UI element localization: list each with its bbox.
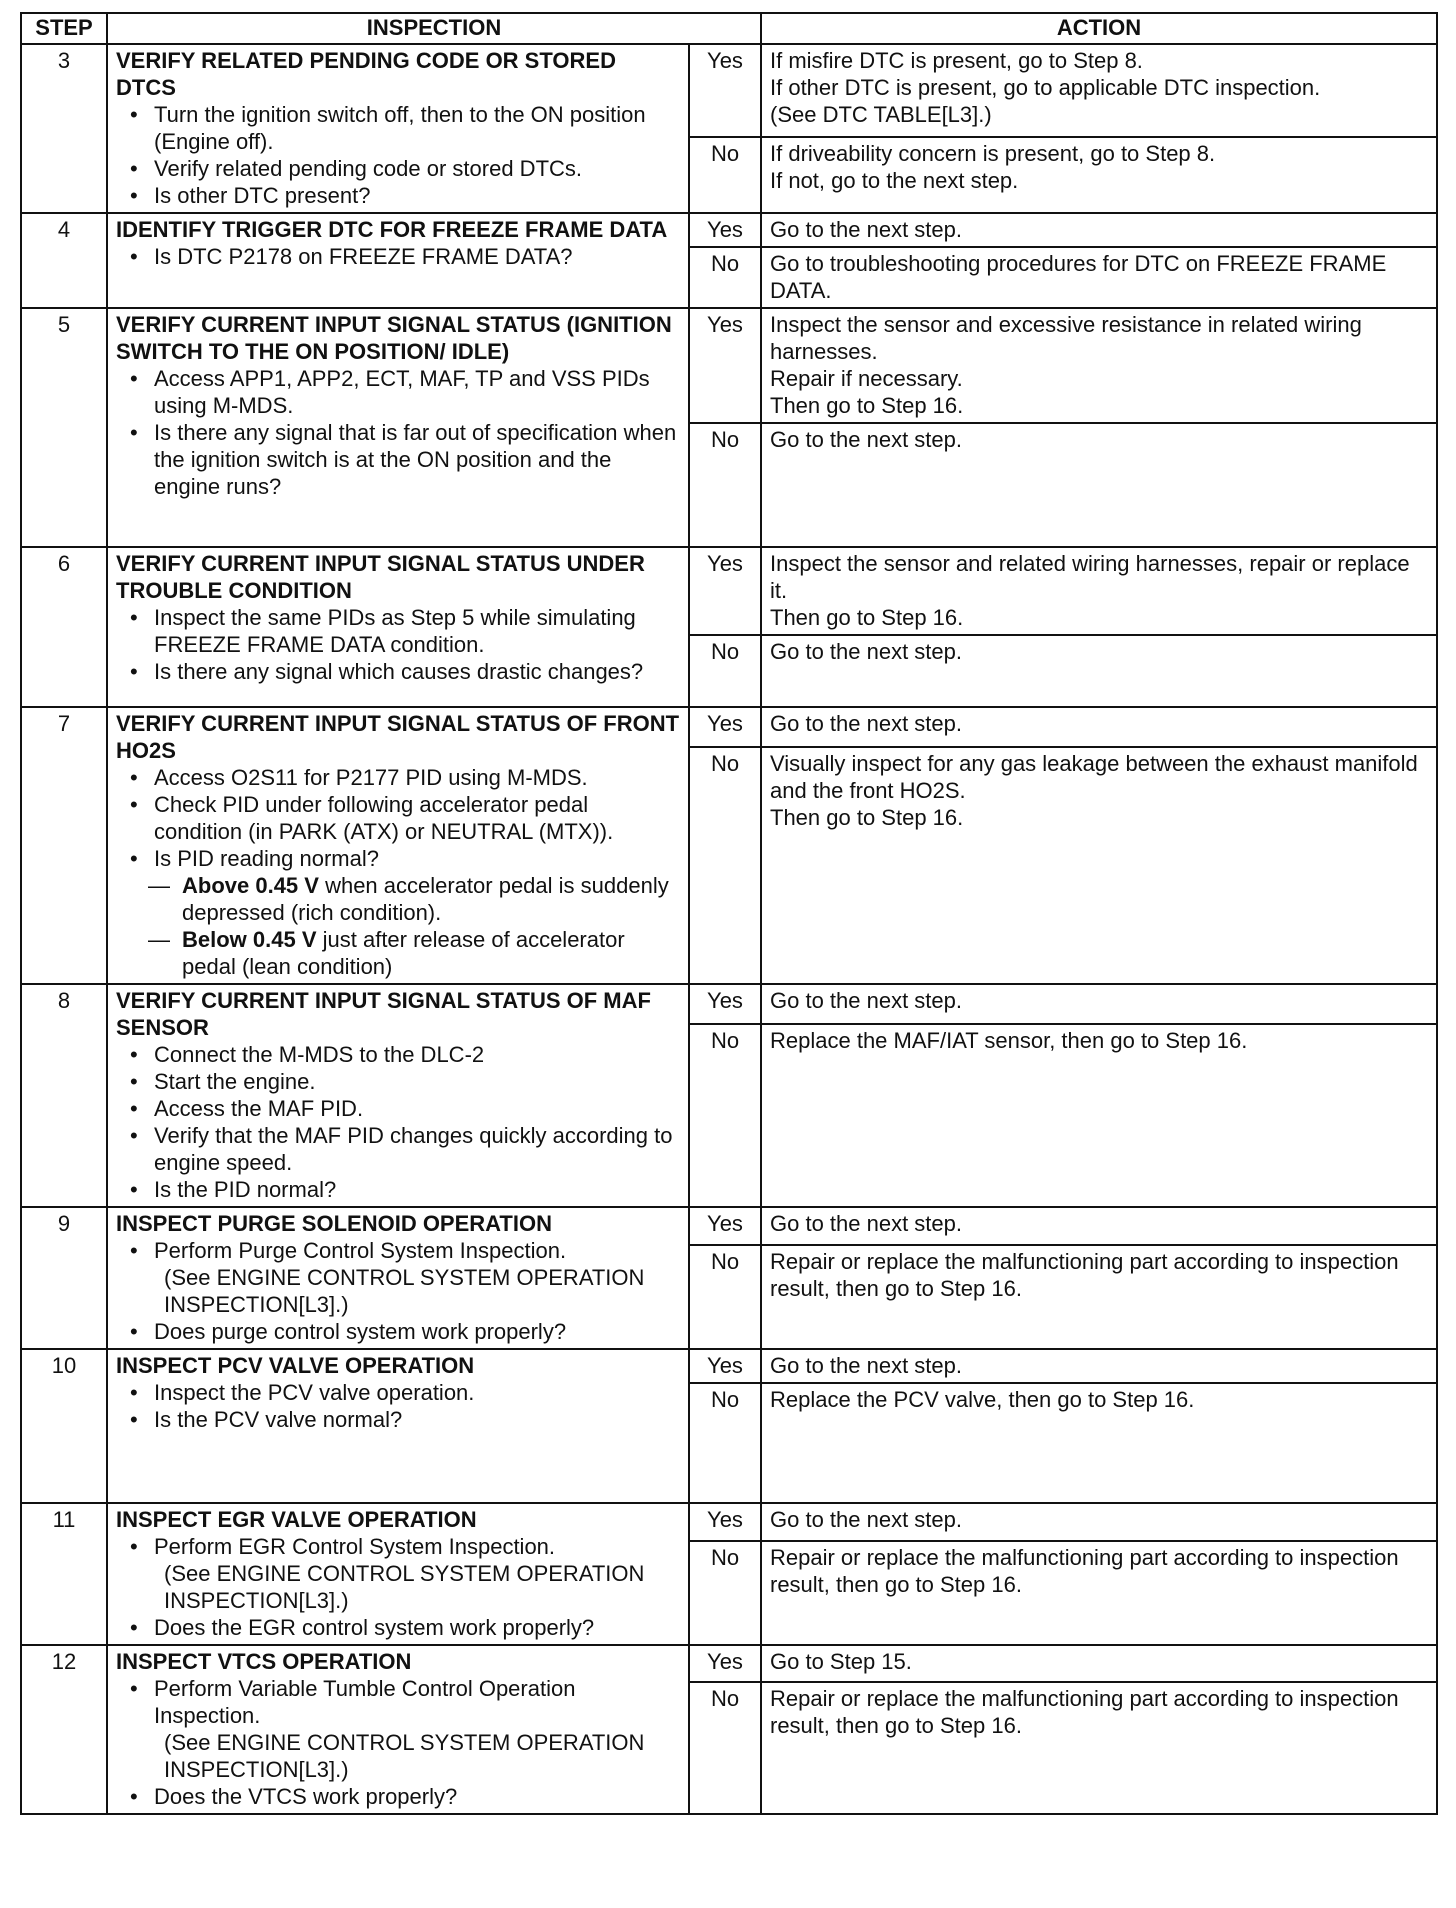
inspection-cell (107, 1645, 689, 1814)
bullet-list (116, 764, 680, 872)
bullet-item: • Verify related pending code or stored DTCs. (116, 155, 680, 182)
no-label: No (689, 1383, 761, 1503)
step-number: 7 (21, 707, 107, 984)
bullet-list (116, 1614, 680, 1641)
step-row (21, 547, 1437, 635)
action-line: Go to the next step. (770, 988, 963, 1013)
inspection-cell (107, 1207, 689, 1349)
step-row (21, 44, 1437, 137)
bullet-item: • Does purge control system work properly? (116, 1318, 680, 1345)
bullet-item: • Turn the ignition switch off, then to the ON position (Engine off). (116, 101, 680, 155)
yes-label: Yes (689, 1207, 761, 1245)
step-row (21, 308, 1437, 423)
bullet-item: • Access the MAF PID. (116, 1095, 680, 1122)
bullet-list (116, 1675, 680, 1729)
no-label: No (689, 1541, 761, 1645)
bullet-list (116, 365, 680, 500)
criteria-text: just after release of accelerator pedal (lean condition) (182, 927, 625, 979)
no-label: No (689, 1024, 761, 1207)
no-action (761, 1383, 1437, 1503)
action-line: Go to the next step. (770, 1507, 963, 1532)
yes-label: Yes (689, 308, 761, 423)
yes-label: Yes (689, 707, 761, 747)
step-number: 4 (21, 213, 107, 308)
bullet-item: • Is PID reading normal? (116, 845, 680, 872)
see-reference: (See ENGINE CONTROL SYSTEM OPERATION INSPECTION[L3].) (164, 1730, 645, 1782)
bullet-item: • Verify that the MAF PID changes quickly according to engine speed. (116, 1122, 680, 1176)
bullet-item: • Check PID under following accelerator pedal condition (in PARK (ATX) or NEUTRAL (MTX)). (116, 791, 680, 845)
no-label: No (689, 247, 761, 308)
bullet-item: • Access APP1, APP2, ECT, MAF, TP and VSS PIDs using M-MDS. (116, 365, 680, 419)
bullet-list (116, 1783, 680, 1810)
step-number: 6 (21, 547, 107, 707)
header-action: ACTION (761, 13, 1437, 44)
bullet-item: • Perform EGR Control System Inspection. (116, 1533, 680, 1560)
no-label: No (689, 137, 761, 213)
bullet-item: • Is the PID normal? (116, 1176, 680, 1203)
no-action (761, 247, 1437, 308)
yes-action (761, 547, 1437, 635)
bullet-item: • Is there any signal that is far out of specification when the ignition switch is at the ON position and the engine runs? (116, 419, 680, 500)
inspection-cell (107, 1349, 689, 1503)
inspection-cell (107, 707, 689, 984)
action-line: Replace the MAF/IAT sensor, then go to Step 16. (770, 1028, 1248, 1054)
step-row (21, 213, 1437, 247)
bullet-item: • Inspect the PCV valve operation. (116, 1379, 680, 1406)
step-number: 5 (21, 308, 107, 547)
no-action (761, 137, 1437, 213)
yes-label: Yes (689, 984, 761, 1024)
step-row (21, 1645, 1437, 1682)
action-line: Go to the next step. (770, 217, 963, 242)
inspection-title: VERIFY CURRENT INPUT SIGNAL STATUS (IGNITION SWITCH TO THE ON POSITION/ IDLE) (116, 312, 672, 364)
inspection-title: INSPECT EGR VALVE OPERATION (116, 1507, 477, 1532)
action-line: Repair or replace the malfunctioning part according to inspection result, then go to Step 16. (770, 1544, 1399, 1597)
yes-label: Yes (689, 44, 761, 137)
bullet-item: • Does the VTCS work properly? (116, 1783, 680, 1810)
inspection-cell (107, 44, 689, 213)
bullet-item: • Is the PCV valve normal? (116, 1406, 680, 1433)
yes-label: Yes (689, 547, 761, 635)
no-action (761, 1682, 1437, 1814)
no-action (761, 423, 1437, 547)
table-header-row (21, 13, 1437, 44)
header-step: STEP (21, 13, 107, 44)
action-line: Go to the next step. (770, 1353, 963, 1378)
bullet-item: • Inspect the same PIDs as Step 5 while simulating FREEZE FRAME DATA condition. (116, 604, 680, 658)
see-reference: (See ENGINE CONTROL SYSTEM OPERATION INSPECTION[L3].) (164, 1561, 645, 1613)
bullet-item: • Access O2S11 for P2177 PID using M-MDS. (116, 764, 680, 791)
action-line: Go to troubleshooting procedures for DTC on FREEZE FRAME DATA. (770, 251, 1387, 303)
step-number: 3 (21, 44, 107, 213)
action-line: Go to the next step. (770, 427, 963, 452)
action-line: If driveability concern is present, go to Step 8. (770, 140, 1216, 166)
bullet-list (116, 243, 680, 270)
diagnostic-table (20, 12, 1438, 1815)
action-line: Go to Step 15. (770, 1649, 912, 1674)
action-line: Repair or replace the malfunctioning part according to inspection result, then go to Step 16. (770, 1248, 1399, 1301)
no-label: No (689, 635, 761, 707)
yes-action (761, 1349, 1437, 1383)
yes-action (761, 1503, 1437, 1541)
inspection-title: VERIFY CURRENT INPUT SIGNAL STATUS OF FRONT HO2S (116, 711, 680, 763)
step-number: 9 (21, 1207, 107, 1349)
action-line: If misfire DTC is present, go to Step 8. (770, 48, 1143, 73)
bullet-item: • Does the EGR control system work properly? (116, 1614, 680, 1641)
inspection-title: VERIFY RELATED PENDING CODE OR STORED DTCS (116, 48, 616, 100)
action-line: Inspect the sensor and excessive resistance in related wiring harnesses. (770, 312, 1362, 364)
bullet-list (116, 1379, 680, 1433)
action-line: Repair if necessary. (770, 366, 963, 391)
action-line: Replace the PCV valve, then go to Step 16. (770, 1387, 1195, 1412)
no-label: No (689, 1245, 761, 1349)
action-line: Then go to Step 16. (770, 804, 964, 830)
bullet-item: • Start the engine. (116, 1068, 680, 1095)
bullet-list (116, 1318, 680, 1345)
bullet-item: • Is there any signal which causes drastic changes? (116, 658, 680, 685)
action-line: Go to the next step. (770, 711, 963, 736)
yes-action (761, 213, 1437, 247)
action-line: Visually inspect for any gas leakage between the exhaust manifold and the front HO2S. (770, 750, 1418, 803)
step-number: 10 (21, 1349, 107, 1503)
no-label: No (689, 747, 761, 984)
inspection-title: INSPECT PCV VALVE OPERATION (116, 1353, 475, 1378)
bullet-list (116, 1041, 680, 1203)
inspection-title: IDENTIFY TRIGGER DTC FOR FREEZE FRAME DATA (116, 217, 668, 242)
bullet-list (116, 1237, 680, 1264)
yes-label: Yes (689, 1349, 761, 1383)
inspection-cell (107, 213, 689, 308)
step-number: 12 (21, 1645, 107, 1814)
yes-action (761, 308, 1437, 423)
yes-action (761, 1645, 1437, 1682)
inspection-title: VERIFY CURRENT INPUT SIGNAL STATUS OF MAF SENSOR (116, 988, 651, 1040)
dash-marker: — (148, 927, 170, 952)
yes-action (761, 984, 1437, 1024)
bullet-list (116, 604, 680, 685)
yes-label: Yes (689, 1503, 761, 1541)
bullet-item: • Connect the M-MDS to the DLC-2 (116, 1041, 680, 1068)
criteria-value: Above 0.45 V (182, 873, 319, 898)
no-action (761, 1541, 1437, 1645)
action-line: Go to the next step. (770, 639, 963, 664)
yes-label: Yes (689, 213, 761, 247)
action-line: Then go to Step 16. (770, 605, 964, 630)
action-line: If other DTC is present, go to applicable DTC inspection. (770, 75, 1321, 100)
inspection-cell (107, 1503, 689, 1645)
criteria-value: Below 0.45 V (182, 927, 317, 952)
inspection-cell (107, 984, 689, 1207)
no-action (761, 635, 1437, 707)
dash-marker: — (148, 873, 170, 898)
action-line: Repair or replace the malfunctioning part according to inspection result, then go to Step 16. (770, 1686, 1399, 1739)
yes-action (761, 44, 1437, 137)
inspection-title: INSPECT PURGE SOLENOID OPERATION (116, 1211, 552, 1236)
header-inspection: INSPECTION (107, 13, 761, 44)
no-action (761, 747, 1437, 984)
bullet-list (116, 101, 680, 209)
yes-action (761, 1207, 1437, 1245)
inspection-title: INSPECT VTCS OPERATION (116, 1649, 412, 1674)
inspection-title: VERIFY CURRENT INPUT SIGNAL STATUS UNDER TROUBLE CONDITION (116, 551, 645, 603)
inspection-cell (107, 308, 689, 547)
yes-action (761, 707, 1437, 747)
action-line: Inspect the sensor and related wiring harnesses, repair or replace it. (770, 551, 1410, 603)
no-label: No (689, 1682, 761, 1814)
no-label: No (689, 423, 761, 547)
no-action (761, 1024, 1437, 1207)
step-number: 11 (21, 1503, 107, 1645)
step-number: 8 (21, 984, 107, 1207)
bullet-list (116, 1533, 680, 1560)
criteria-item (148, 872, 680, 926)
action-line: Then go to Step 16. (770, 393, 964, 418)
step-row (21, 1349, 1437, 1383)
bullet-item: • Is DTC P2178 on FREEZE FRAME DATA? (116, 243, 680, 270)
step-row (21, 707, 1437, 747)
criteria-text: when accelerator pedal is suddenly depressed (rich condition). (182, 873, 669, 925)
action-line: (See DTC TABLE[L3].) (770, 102, 992, 127)
criteria-item (148, 926, 680, 980)
step-row (21, 1503, 1437, 1541)
step-row (21, 984, 1437, 1024)
action-line: Go to the next step. (770, 1211, 963, 1236)
inspection-cell (107, 547, 689, 707)
criteria-list (116, 872, 680, 980)
action-line: If not, go to the next step. (770, 167, 1019, 193)
bullet-item: • Is other DTC present? (116, 182, 680, 209)
bullet-item: • Perform Purge Control System Inspection. (116, 1237, 680, 1264)
no-action (761, 1245, 1437, 1349)
yes-label: Yes (689, 1645, 761, 1682)
see-reference: (See ENGINE CONTROL SYSTEM OPERATION INSPECTION[L3].) (164, 1265, 645, 1317)
step-row (21, 1207, 1437, 1245)
bullet-item: • Perform Variable Tumble Control Operation Inspection. (116, 1675, 680, 1729)
